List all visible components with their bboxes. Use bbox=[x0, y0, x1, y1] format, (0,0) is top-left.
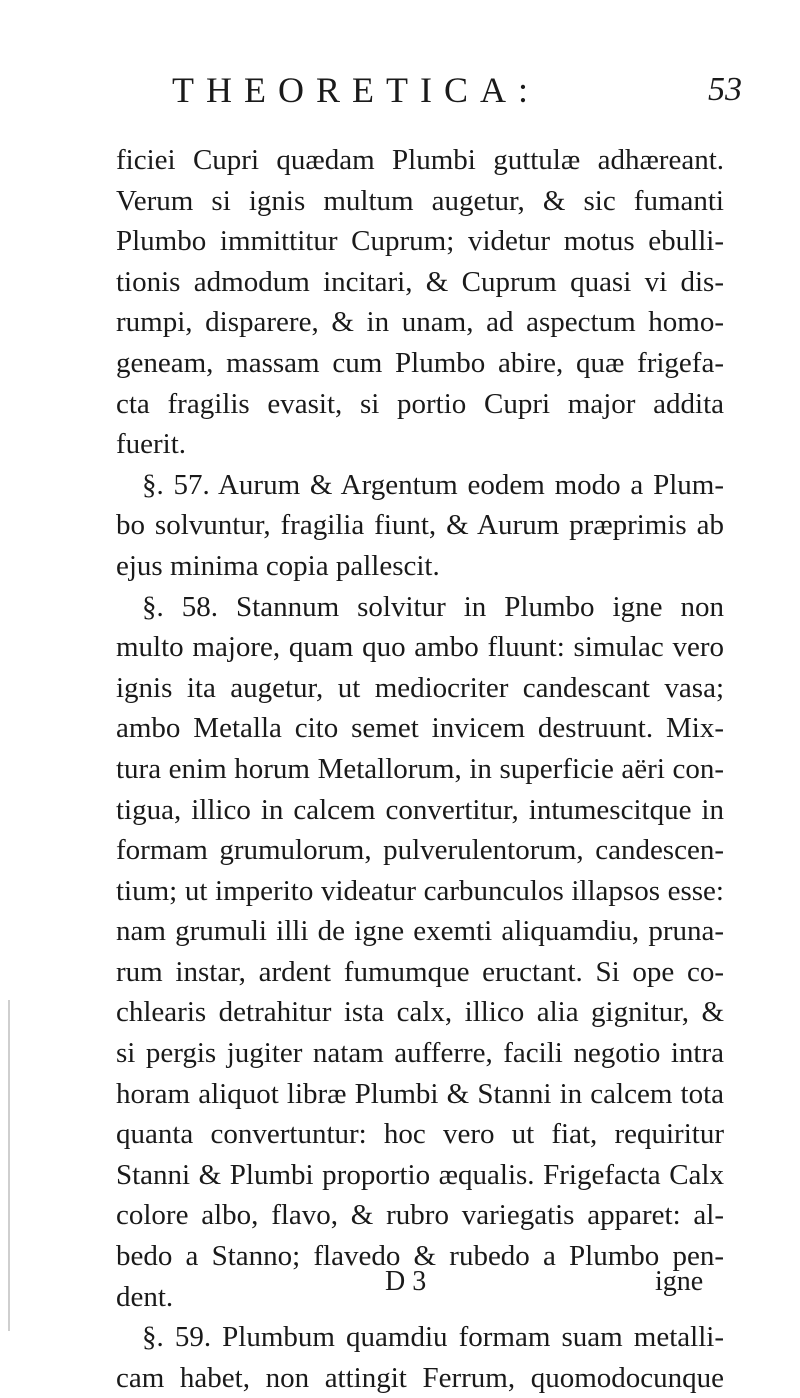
text-line: fuerit. bbox=[116, 428, 187, 461]
text-line: §. 57. Aurum & Argentum eodem modo a Plum- bbox=[142, 468, 724, 501]
catchword: igne bbox=[655, 1266, 704, 1297]
page-number: 53 bbox=[708, 71, 742, 108]
text-line: chlearis detrahitur ista calx, illico alia gignitur, & bbox=[116, 996, 724, 1029]
page-footer bbox=[0, 1264, 800, 1304]
text-line: ignis ita augetur, ut mediocriter candescant vasa; bbox=[116, 671, 724, 704]
text-line: §. 58. Stannum solvitur in Plumbo igne non bbox=[142, 590, 724, 623]
text-line: ejus minima copia pallescit. bbox=[116, 549, 440, 582]
text-line: colore albo, flavo, & rubro variegatis apparet: al- bbox=[116, 1199, 724, 1232]
text-line: tura enim horum Metallorum, in superficie aëri con- bbox=[116, 752, 724, 785]
text-line: multo majore, quam quo ambo fluunt: simulac vero bbox=[116, 631, 724, 664]
text-line: tionis admodum incitari, & Cuprum quasi vi dis- bbox=[116, 265, 724, 298]
text-line: tigua, illico in calcem convertitur, intumescitque in bbox=[116, 793, 724, 826]
text-line: nam grumuli illi de igne exemti aliquamdiu, pruna- bbox=[116, 915, 724, 948]
text-line: Stanni & Plumbi proportio æqualis. Frigefacta Calx bbox=[116, 1158, 724, 1191]
text-line: cam habet, non attingit Ferrum, quomodocunque bbox=[116, 1361, 724, 1394]
text-line: tium; ut imperito videatur carbunculos illapsos esse: bbox=[116, 874, 724, 907]
text-line: bedo a Stanno; flavedo & rubedo a Plumbo pen- bbox=[116, 1240, 724, 1273]
text-line: si pergis jugiter natam aufferre, facili negotio intra bbox=[116, 1037, 724, 1070]
text-line: rumpi, disparere, & in unam, ad aspectum homo- bbox=[116, 306, 724, 339]
text-line: ambo Metalla cito semet invicem destruunt. Mix- bbox=[116, 712, 724, 745]
text-line: §. 59. Plumbum quamdiu formam suam metalli- bbox=[142, 1321, 724, 1354]
binding-edge bbox=[8, 1000, 10, 1331]
running-title: THEORETICA: bbox=[172, 70, 540, 110]
text-line: formam grumulorum, pulverulentorum, candescen- bbox=[116, 834, 724, 867]
running-head bbox=[0, 70, 800, 120]
text-line: cta fragilis evasit, si portio Cupri major addita bbox=[116, 387, 724, 420]
text-line: Plumbo immittitur Cuprum; videtur motus ebulli- bbox=[116, 225, 724, 258]
text-line: quanta convertuntur: hoc vero ut fiat, requiritur bbox=[116, 1118, 724, 1151]
text-line: bo solvuntur, fragilia fiunt, & Aurum præprimis ab bbox=[116, 509, 724, 542]
text-line: horam aliquot libræ Plumbi & Stanni in calcem tota bbox=[116, 1077, 724, 1110]
text-line: ficiei Cupri quædam Plumbi guttulæ adhæreant. bbox=[116, 144, 724, 176]
text-line: rum instar, ardent fumumque eructant. Si ope co- bbox=[116, 955, 724, 988]
signature-mark: D 3 bbox=[385, 1266, 427, 1297]
text-line: Verum si ignis multum augetur, & sic fumanti bbox=[116, 184, 724, 217]
text-line: dent. bbox=[116, 1280, 174, 1313]
body-text bbox=[116, 140, 724, 1398]
text-line: geneam, massam cum Plumbo abire, quæ frigefa- bbox=[116, 346, 724, 379]
